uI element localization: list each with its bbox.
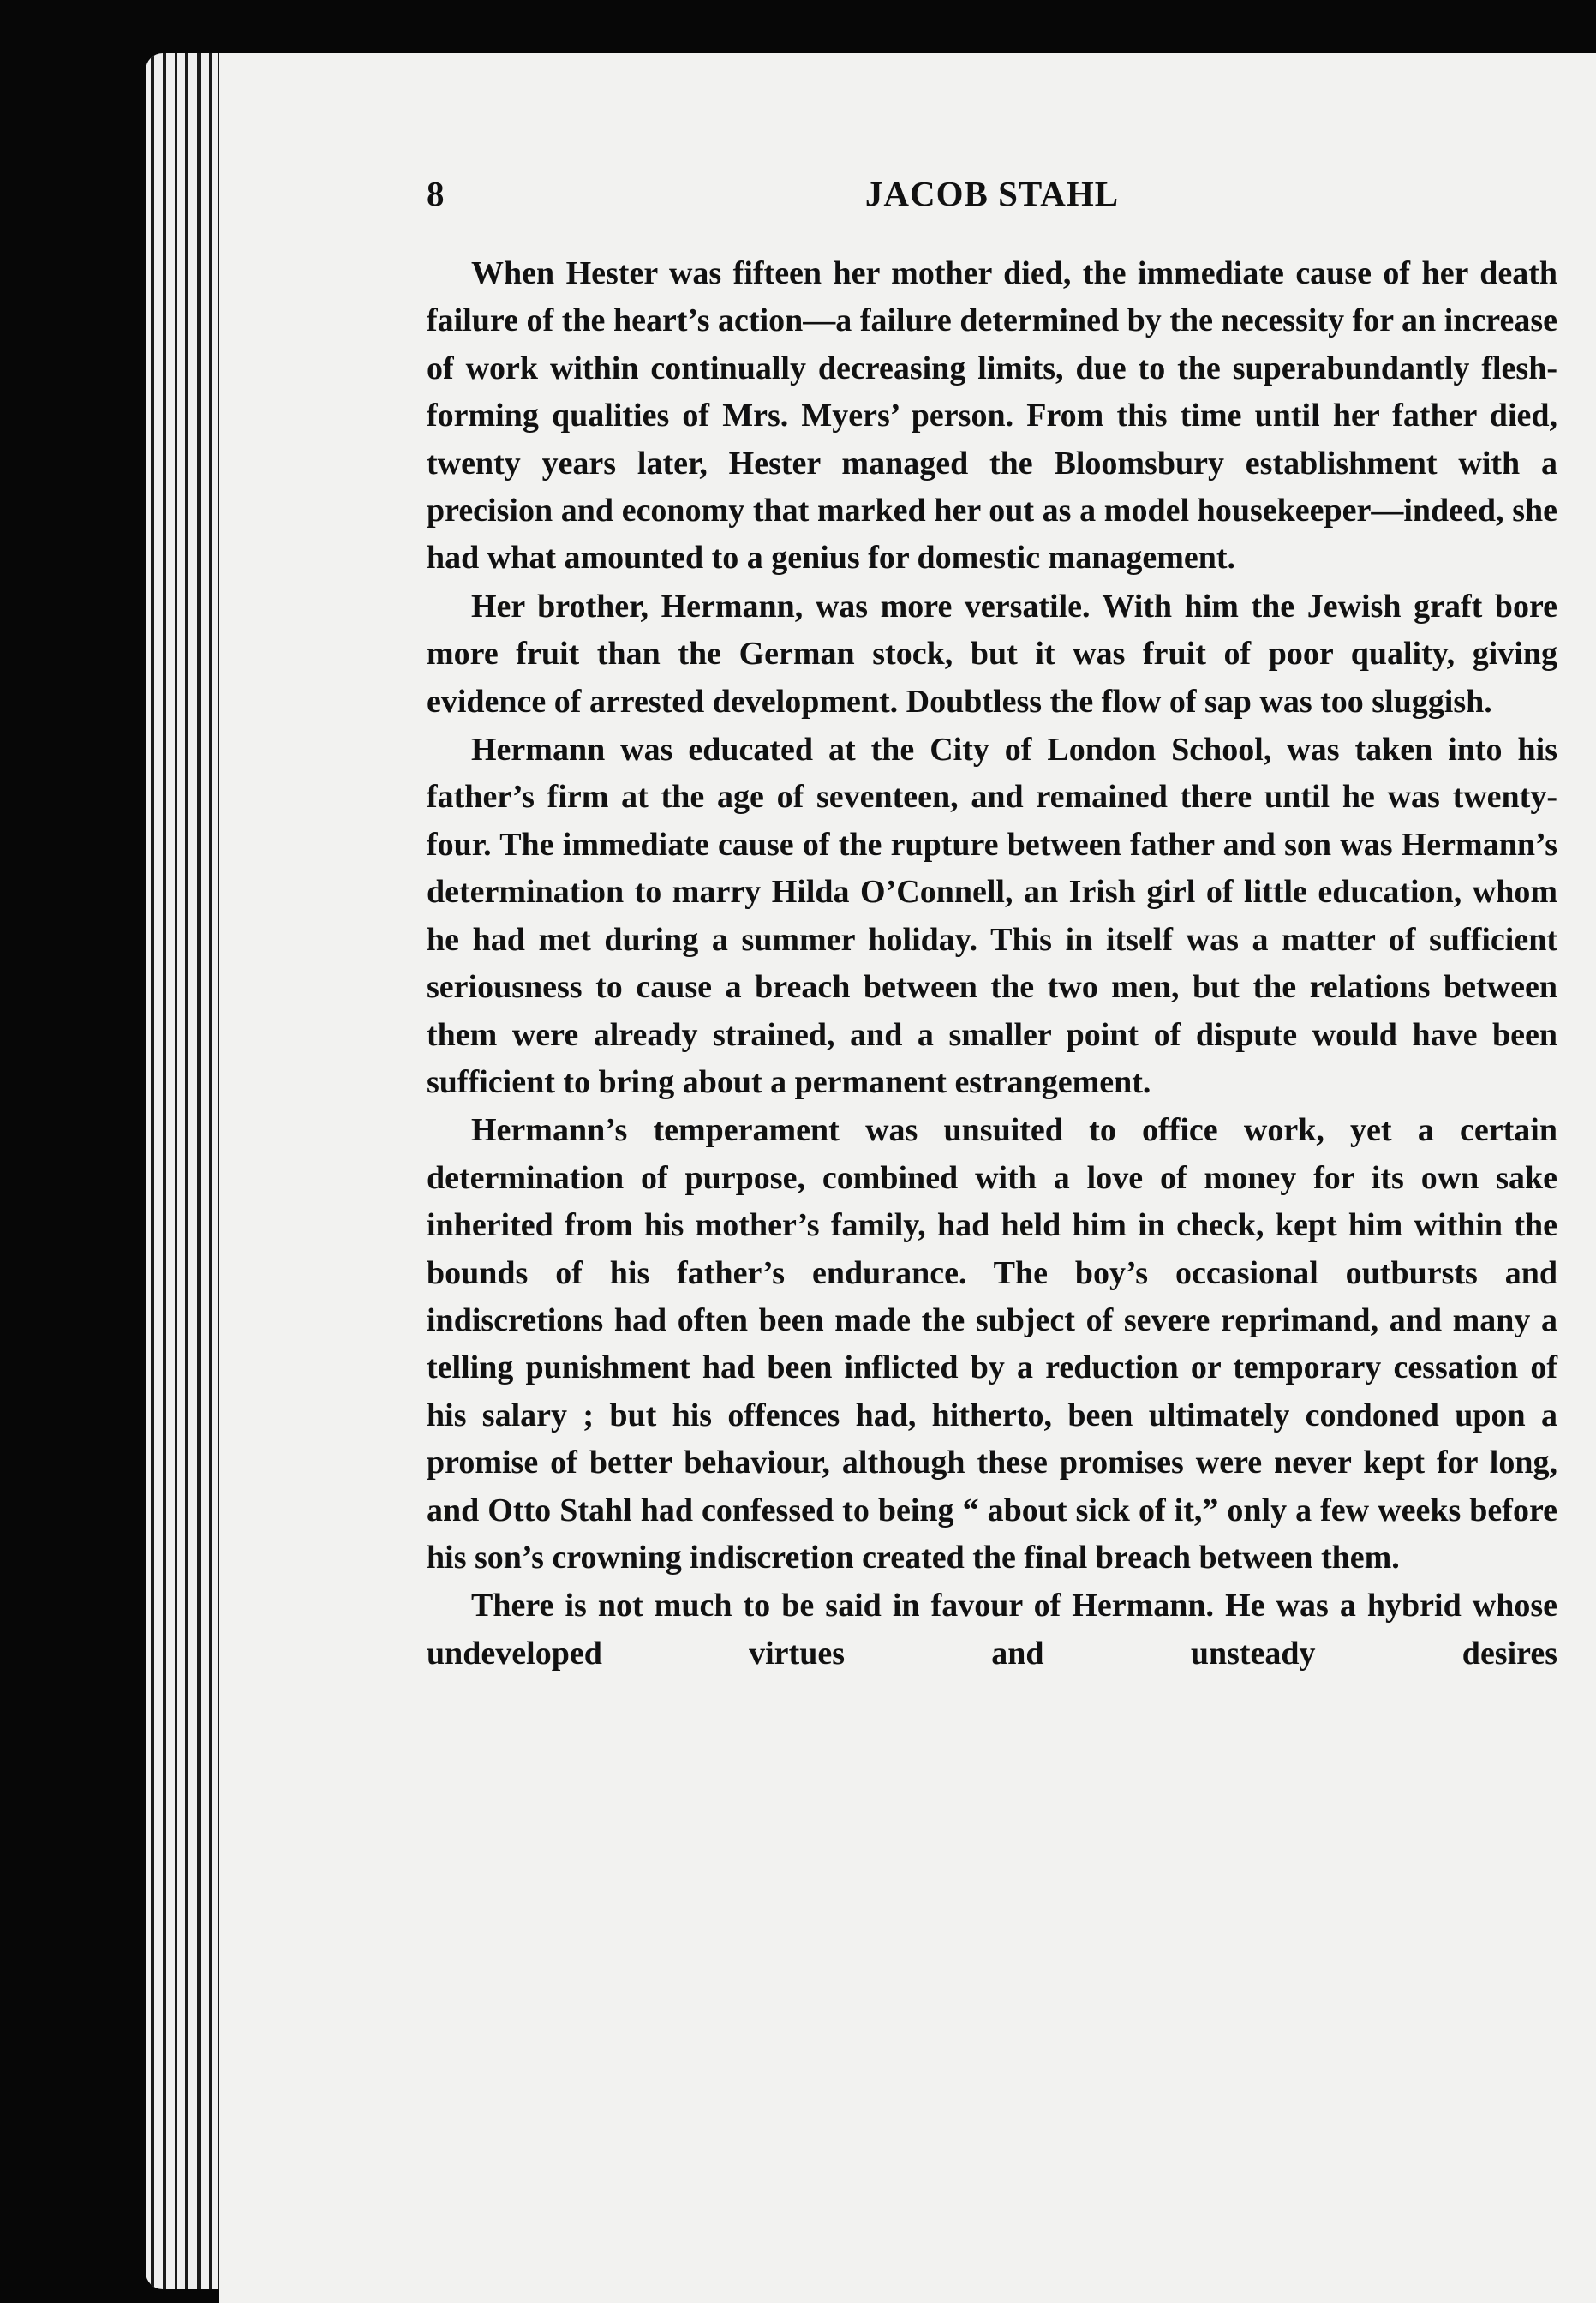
page-number: 8 — [427, 174, 445, 213]
running-title: JACOB STAHL — [864, 174, 1120, 213]
running-head — [427, 173, 1557, 224]
paragraph: Hermann was educated at the City of London School, was taken into his father’s firm at the age of seventeen, and remained there until he was twenty-four. The immediate cause of the rupture between father and son was Hermann’s determination to marry Hilda O’Connell, an Irish girl of little education, whom he had met during a summer holiday. This in itself was a matter of sufficient seriousness to cause a breach between the two men, but the relations between them were already strained, and a smaller point of dispute would have been sufficient to bring about a permanent estrangement. — [427, 732, 1557, 1100]
book-page — [219, 53, 1596, 2303]
body-text — [427, 250, 1557, 1678]
paragraph: Her brother, Hermann, was more versatile. With him the Jewish graft bore more fruit than the German stock, but it was fruit of poor quality, giving evidence of arrested development. Doubtless the flow of sap was too sluggish. — [427, 588, 1557, 720]
paragraph: Hermann’s temperament was unsuited to office work, yet a certain determination of purpose, combined with a love of money for its own sake inherited from his mother’s family, had held him in check, kept him within the bounds of his father’s endurance. The boy’s occasional outbursts and indiscretions had often been made the subject of severe reprimand, and many a telling punishment had been inflicted by a reduction or temporary cessation of his salary ; but his offences had, hitherto, been ultimately condoned upon a promise of better behaviour, although these promises were never kept for long, and Otto Stahl had confessed to being “ about sick of it,” only a few weeks before his son’s crowning indiscretion created the final breach between them. — [427, 1112, 1557, 1576]
paragraph: When Hester was fifteen her mother died, the immediate cause of her death failure of the heart’s action—a failure determined by the necessity for an increase of work within continually decreasing limits, due to the superabundantly flesh-forming qualities of Mrs. Myers’ person. From this time until her father died, twenty years later, Hester managed the Bloomsbury establishment with a precision and economy that marked her out as a model housekeeper—indeed, she had what amounted to a genius for domestic management. — [427, 255, 1557, 577]
paragraph: There is not much to be said in favour of Hermann. He was a hybrid whose undeveloped virtues and unsteady desires — [427, 1588, 1557, 1672]
